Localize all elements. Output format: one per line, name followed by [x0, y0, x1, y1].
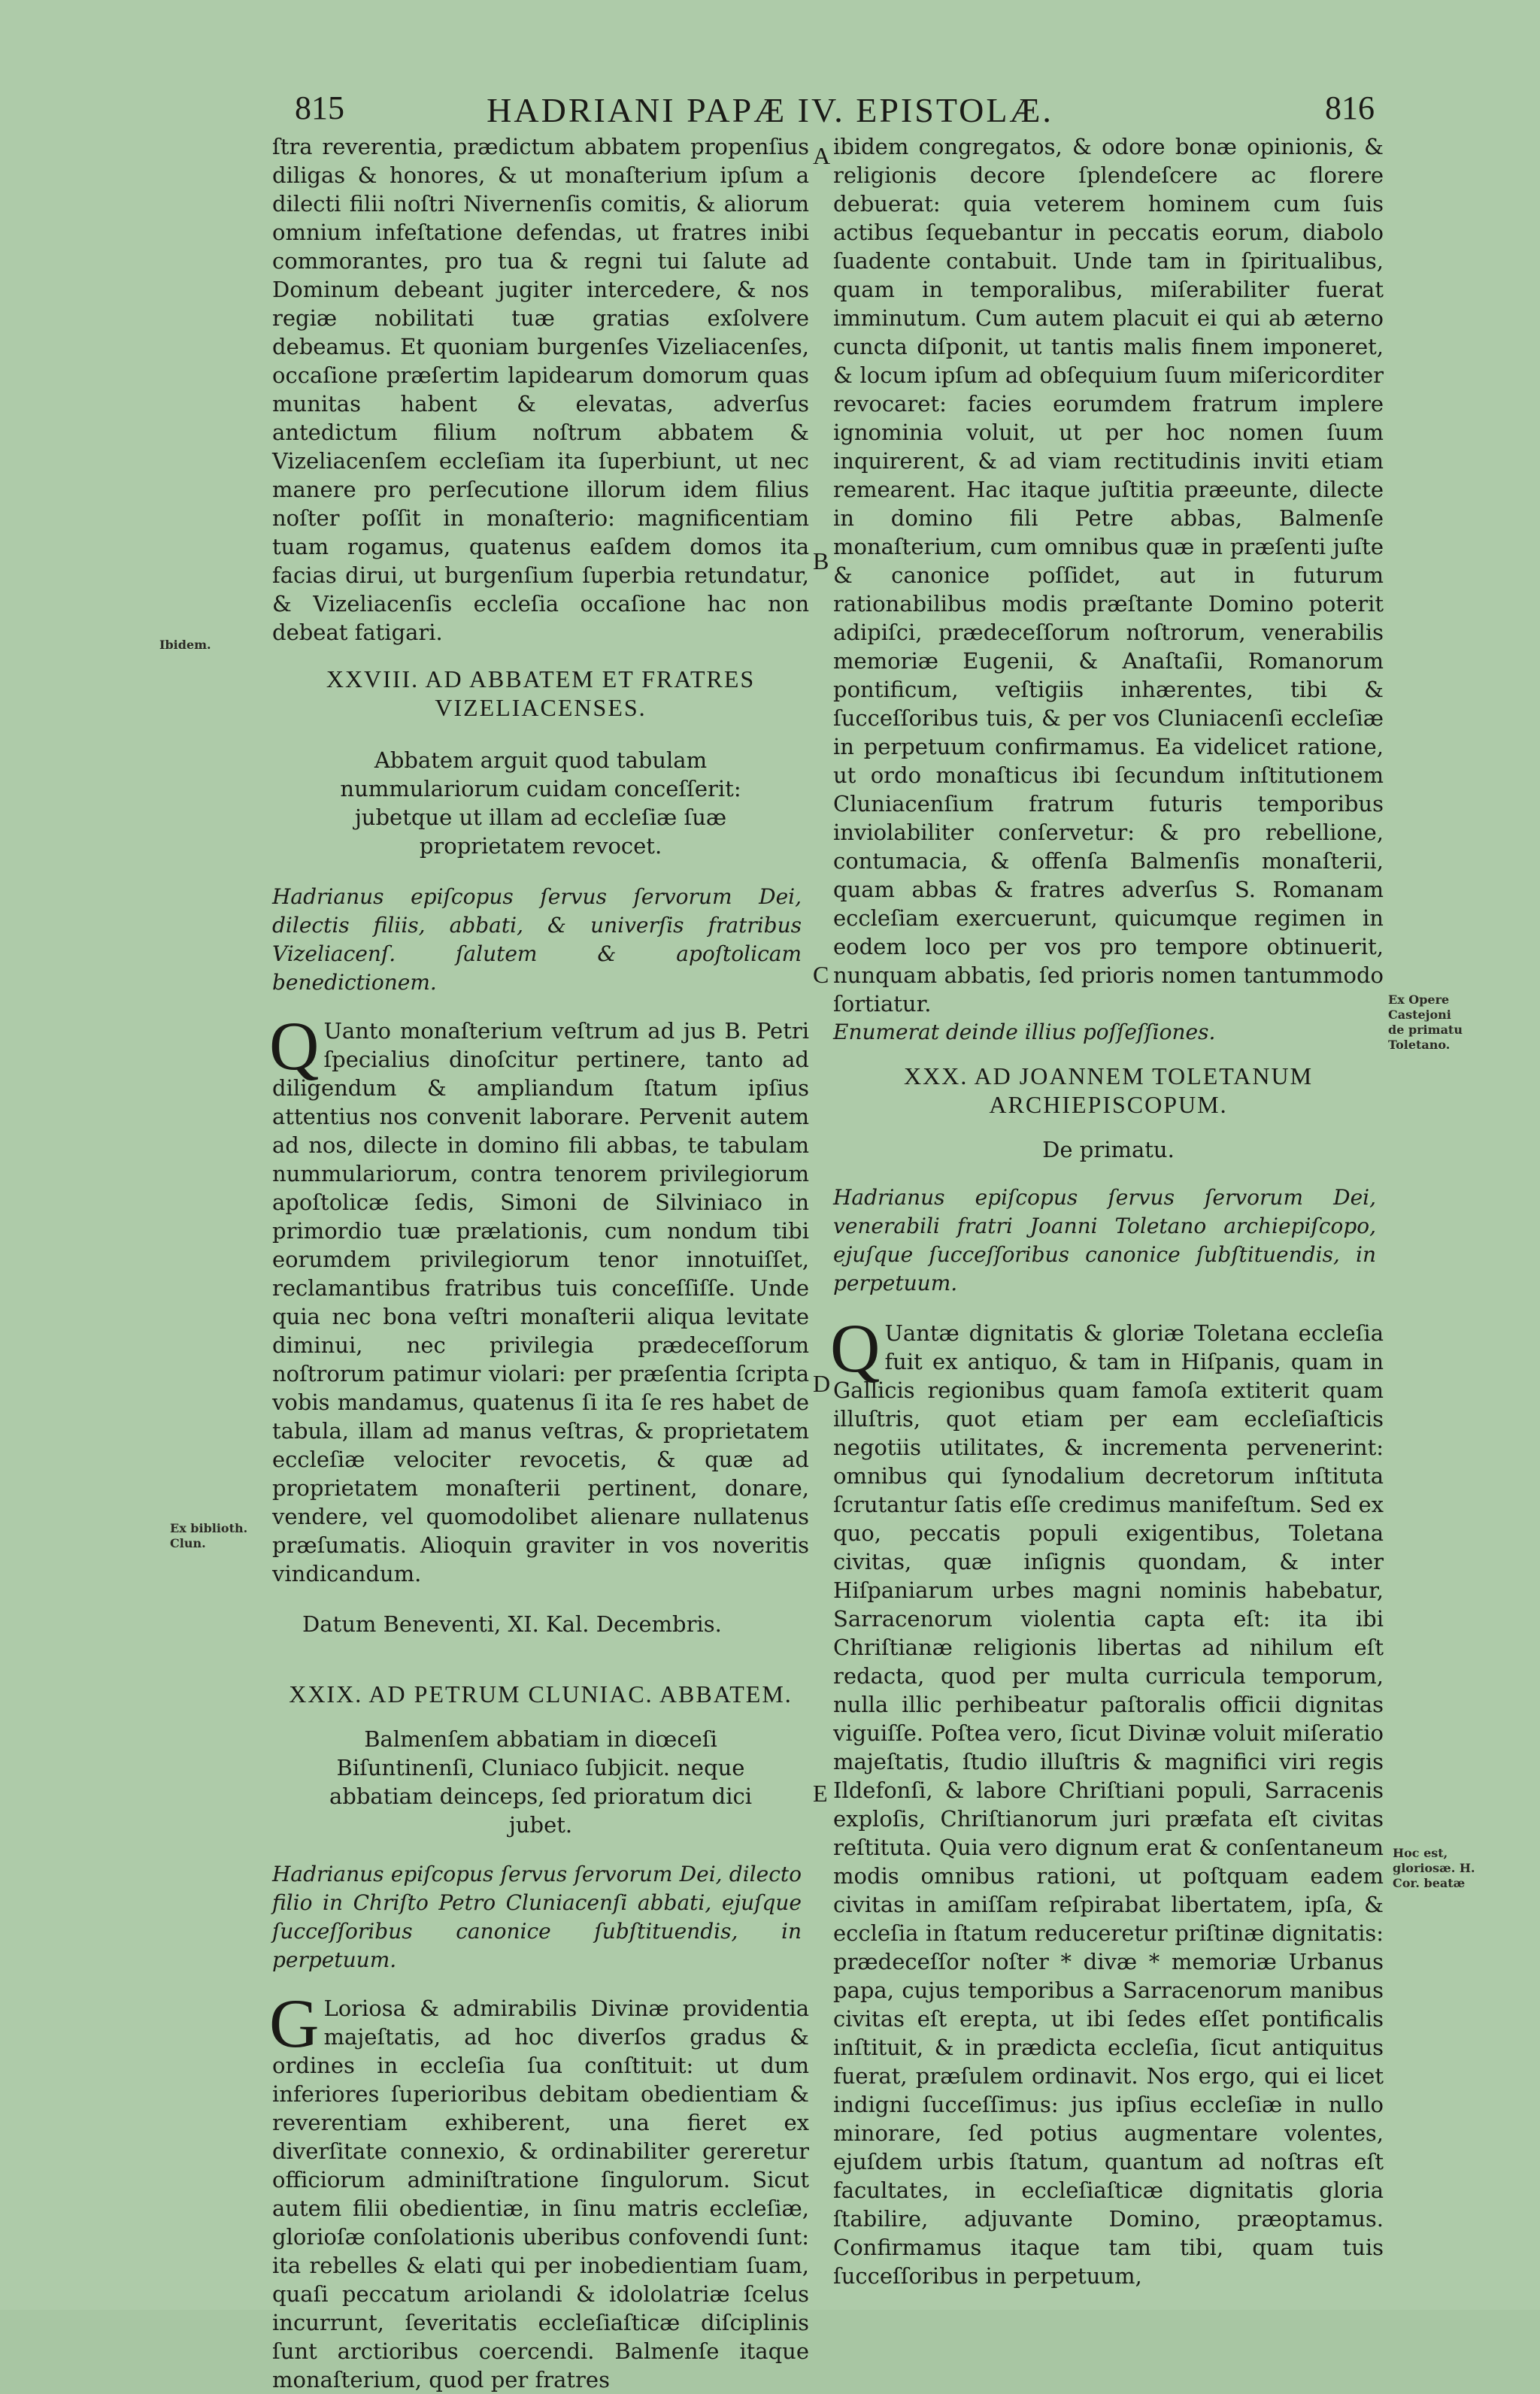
section-marker-d: D — [813, 1370, 831, 1397]
letter-29-summary: Balmenſem abbatiam in diœceſi Biſuntinenſi, Cluniaco ſubjicit. neque abbatiam deinceps, ſed prioratum dici jubet. — [329, 1726, 752, 1838]
page-number-right: 816 — [1325, 89, 1375, 126]
letter-30-body — [830, 1310, 1384, 2290]
letter-28-body — [269, 1008, 809, 1588]
drop-cap: Q — [269, 1008, 320, 1084]
letter-28-summary: Abbatem arguit quod tabulam nummulariorum cuidam conceſſerit: jubetque ut illam ad eccleſiæ ſuæ proprietatem revocet. — [340, 747, 741, 859]
left-column — [269, 132, 809, 2394]
running-title: HADRIANI PAPÆ IV. EPISTOLÆ. — [487, 91, 1053, 129]
section-marker-b: B — [813, 547, 829, 574]
letter-28-address: Hadrianus epiſcopus ſervus ſervorum Dei, dilectis filiis, abbati, & univerſis fratribus Vizeliacenſ. ſalutem & apoſtolicam benedictionem. — [272, 884, 802, 995]
letter-28-text: Uanto monaſterium veſtrum ad jus B. Petri ſpecialius dinoſcitur pertinere, tanto ad diligendum & ampliandum ſtatum ipſius attentius nos convenit laborare. Pervenit autem ad nos, dilecte in domino fili abbas, te tabulam nummulariorum, contra tenorem privilegiorum apoſtolicæ ſedis, Simoni de Silviniaco in primordio tuæ prælationis, cum nondum tibi eorumdem privilegiorum tenor innotuiſſet, reclamantibus fratribus tuis conceſſiſſe. Unde quia nec bona veſtri monaſterii aliqua levitate diminui, nec privilegia prædeceſſorum noſtrorum patimur violari: per præſentia ſcripta vobis mandamus, quatenus ſi ita ſe res habet de tabula, illam ad manus veſtras, & proprietatem eccleſiæ velociter revocetis, & quæ ad proprietatem monaſterii pertinent, donare, vendere, vel quomodolibet alienare nullatenus præſumatis. Alioquin graviter in vos noveritis vindicandum. — [272, 1018, 809, 1586]
possessions-note: Enumerat deinde illius poſſeſſiones. — [833, 1020, 1216, 1044]
letter-29-text: Loriosa & admirabilis Divinæ providentia majeſtatis, ad hoc diverſos gradus & ordines in eccleſia ſua conſtituit: ut dum inferiores ſuperioribus debitam obedientiam & reverentiam exhiberent, una fieret ex diverſitate connexio, & ordinabiliter gereretur officiorum adminiſtratione ſingulorum. Sicut autem filii obedientiæ, in ſinu matris eccleſiæ, glorioſæ conſolationis uberibus confovendi ſunt: ita rebelles & elati qui per inobedientiam ſuam, quaſi peccatum ariolandi & idololatriæ ſcelus incurrunt, ſeveritatis eccleſiaſticæ diſciplinis ſunt arctioribus coercendi. Balmenſe itaque monaſterium, quod per fratres — [272, 1996, 809, 2392]
margin-note-hoc-est: Hoc est, gloriosæ. H. Cor. beatæ — [1393, 1846, 1475, 1890]
letter-30-address: Hadrianus epiſcopus ſervus ſervorum Dei, venerabili fratri Joanni Toletano archiepiſcopo, ejuſque ſucceſſoribus canonice ſubſtituendis, in perpetuum. — [833, 1185, 1376, 1295]
letter-28-heading: XXVIII. AD ABBATEM ET FRATRES VIZELIACENSES. — [326, 665, 756, 721]
margin-note-ex-biblioth: Ex biblioth. Clun. — [170, 1521, 248, 1550]
letter-29-continuation: ibidem congregatos, & odore bonæ opinionis, & religionis decore ſplendeſcere ac florere debuerat: quia veterem hominem cum ſuis actibus ſequebantur in peccatis eorum, diabolo ſuadente contabuit. Unde tam in ſpiritualibus, quam in temporalibus, miſerabiliter fuerat imminutum. Cum autem placuit ei qui ab æterno cuncta diſponit, ut tantis malis finem imponeret, & locum ipſum ad obſequium ſuum miſericorditer revocaret: facies eorumdem fratrum implere ignominia voluit, ut per hoc nomen ſuum inquirerent, & ad viam rectitudinis inviti etiam remearent. Hac itaque juſtitia præeunte, dilecte in domino fili Petre abbas, Balmenſe monaſterium, cum omnibus quæ in præſenti juſte & canonice poſſidet, aut in futurum rationabilibus modis præſtante Domino poterit adipiſci, prædeceſſorum noſtrorum, venerabilis memoriæ Eugenii, & Anaſtaſii, Romanorum pontificum, veſtigiis inhærentes, tibi & ſucceſſoribus tuis, & per vos Cluniacenſi eccleſiæ in perpetuum confirmamus. Ea videlicet ratione, ut ordo monaſticus ibi ſecundum inſtitutionem Cluniacenſium fratrum futuris temporibus inviolabiliter conſervetur: & pro rebellione, contumacia, & offenſa Balmenſis monaſterii, quam abbas & fratres adverſus S. Romanam eccleſiam exercuerunt, quicumque regimen in eodem loco per vos pro tempore obtinuerit, nunquam abbatis, ſed prioris nomen tantummodo ſortiatur. — [833, 134, 1384, 1017]
right-column — [830, 132, 1384, 2290]
letter-30-summary: De primatu. — [1042, 1137, 1175, 1162]
drop-cap: G — [269, 1985, 320, 2062]
letter-29-body — [269, 1985, 809, 2394]
drop-cap: Q — [830, 1310, 881, 1386]
letter-27-ending: ſtra reverentia, prædictum abbatem propenſius diligas & honores, & ut monaſterium ipſum a dilecti filii noſtri Nivernenſis comitis, & aliorum omnium infeſtatione defendas, ut fratres inibi commorantes, pro tua & regni tui ſalute ad Dominum debeant jugiter intercedere, & nos regiæ nobilitati tuæ gratias exſolvere debeamus. Et quoniam burgenſes Vizeliacenſes, occaſione præſertim lapidearum domorum quas munitas habent & elevatas, adverſus antedictum filium noſtrum abbatem & Vizeliacenſem eccleſiam ita ſuperbiunt, ut nec manere pro perſecutione illorum idem filius noſter poſſit in monaſterio: magnificentiam tuam rogamus, quatenus eaſdem domos ita facias dirui, ut burgenſium ſuperbia retundatur, & Vizeliacenſis eccleſia occaſione hac non debeat fatigari. — [272, 134, 809, 645]
section-marker-e: E — [813, 1780, 828, 1807]
letter-28-date: Datum Beneventi, XI. Kal. Decembris. — [302, 1611, 722, 1637]
letter-30-heading: XXX. AD JOANNEM TOLETANUM ARCHIEPISCOPUM. — [903, 1062, 1314, 1118]
margin-note-ex-opere: Ex Opere Castejoni de primatu Toletano. — [1388, 992, 1463, 1052]
page-number-left: 815 — [295, 89, 344, 126]
section-marker-a: A — [813, 142, 831, 169]
letter-29-heading: XXIX. AD PETRUM CLUNIAC. ABBATEM. — [289, 1680, 793, 1708]
letter-29-address: Hadrianus epiſcopus ſervus ſervorum Dei, dilecto filio in Chriſto Petro Cluniacenſi abbati, ejuſque ſucceſſoribus canonice ſubſtituendis, in perpetuum. — [272, 1862, 802, 1972]
margin-note-ibidem: Ibidem. — [159, 638, 211, 652]
section-marker-c: C — [813, 961, 829, 988]
letter-30-text: Uantæ dignitatis & gloriæ Toletana eccleſia fuit ex antiquo, & tam in Hiſpanis, quam in Gallicis regionibus quam famoſa extiterit quam illuſtris, quot etiam per eam eccleſiaſticis negotiis utilitates, & incrementa pervenerint: omnibus qui ſynodalium decretorum inſtituta ſcrutantur ſatis eſſe credimus manifeſtum. Sed ex quo, peccatis populi exigentibus, Toletana civitas, quæ inſignis quondam, & inter Hiſpaniarum urbes magni nominis habebatur, Sarracenorum violentia capta eſt: ita ibi Chriſtianæ religionis libertas ad nihilum eſt redacta, quod per multa curricula temporum, nulla illic perhibeatur paſtoralis officii dignitas viguiſſe. Poſtea vero, ſicut Divinæ voluit miſeratio majeſtatis, ſtudio illuſtris & magnifici viri regis Ildefonſi, & labore Chriſtiani populi, Sarracenis exploſis, Chriſtianorum juri præfata eſt civitas reſtituta. Quia vero dignum erat & conſentaneum modis omnibus rationi, ut poſtquam eadem civitas in amiſſam reſpirabat libertatem, ipſa, & eccleſia in ſtatum reduceretur priſtinæ dignitatis: prædeceſſor noſter * divæ * memoriæ Urbanus papa, cujus temporibus a Sarracenorum manibus civitas eſt erepta, ut ibi ſedes eſſet pontificalis inſtituit, & in prædicta eccleſia, ſicut antiquitus fuerat, præſulem ordinavit. Nos ergo, qui ei licet indigni ſucceſſimus: jus ipſius eccleſiæ in nullo minorare, ſed potius augmentare volentes, ejuſdem urbis ſtatum, quantum ad noſtras eſt facultates, in eccleſiaſticæ dignitatis gloria ſtabilire, adjuvante Domino, præoptamus. Confirmamus itaque tam tibi, quam tuis ſucceſſoribus in perpetuum, — [833, 1320, 1384, 2289]
